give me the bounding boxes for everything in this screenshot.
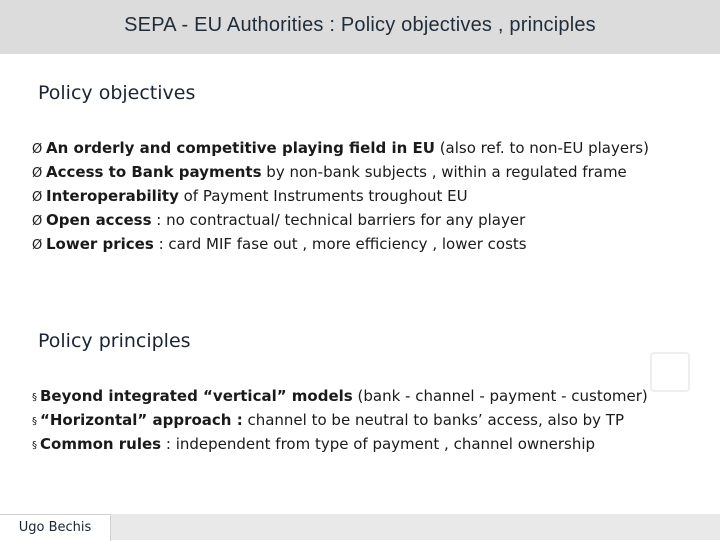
principle-text: (bank - channel - payment - customer): [352, 387, 648, 405]
objectives-heading: Policy objectives: [38, 82, 196, 104]
objective-text: (also ref. to non-EU players): [434, 139, 649, 157]
objectives-list: [32, 136, 649, 256]
principles-heading: Policy principles: [38, 330, 191, 352]
objective-emphasis: Interoperability: [46, 187, 179, 205]
principle-emphasis: Common rules: [40, 435, 162, 453]
objective-item: [32, 160, 649, 184]
principle-emphasis: Beyond integrated “vertical” models: [40, 387, 353, 405]
square-bullet-icon: §: [32, 392, 37, 403]
objective-text: : no contractual/ technical barriers for any player: [151, 211, 526, 229]
arrow-bullet-icon: Ø: [32, 166, 43, 181]
slide-footer: [0, 514, 720, 540]
slide-header: [0, 0, 720, 54]
square-bullet-icon: §: [32, 440, 37, 451]
objective-emphasis: Open access: [46, 211, 152, 229]
objective-emphasis: An orderly and competitive playing field in EU: [46, 139, 435, 157]
principle-text: channel to be neutral to banks’ access, also by TP: [242, 411, 625, 429]
arrow-bullet-icon: Ø: [32, 142, 43, 157]
objective-item: [32, 232, 649, 256]
objective-item: [32, 184, 649, 208]
principles-list: [32, 384, 648, 456]
author-label: Ugo Bechis: [0, 514, 111, 541]
arrow-bullet-icon: Ø: [32, 214, 43, 229]
slide-title: SEPA - EU Authorities : Policy objectives , principles: [124, 14, 596, 36]
arrow-bullet-icon: Ø: [32, 190, 43, 205]
objective-text: of Payment Instruments troughout EU: [178, 187, 468, 205]
arrow-bullet-icon: Ø: [32, 238, 43, 253]
objective-text: by non-bank subjects , within a regulated frame: [261, 163, 627, 181]
principle-item: [32, 432, 648, 456]
principle-item: [32, 384, 648, 408]
objective-emphasis: Access to Bank payments: [46, 163, 262, 181]
watermark-icon: [650, 352, 690, 392]
principle-emphasis: “Horizontal” approach :: [40, 411, 243, 429]
objective-item: [32, 208, 649, 232]
objective-item: [32, 136, 649, 160]
objective-text: : card MIF fase out , more efficiency , lower costs: [153, 235, 527, 253]
principle-text: : independent from type of payment , channel ownership: [161, 435, 596, 453]
objective-emphasis: Lower prices: [46, 235, 154, 253]
principle-item: [32, 408, 648, 432]
square-bullet-icon: §: [32, 416, 37, 427]
